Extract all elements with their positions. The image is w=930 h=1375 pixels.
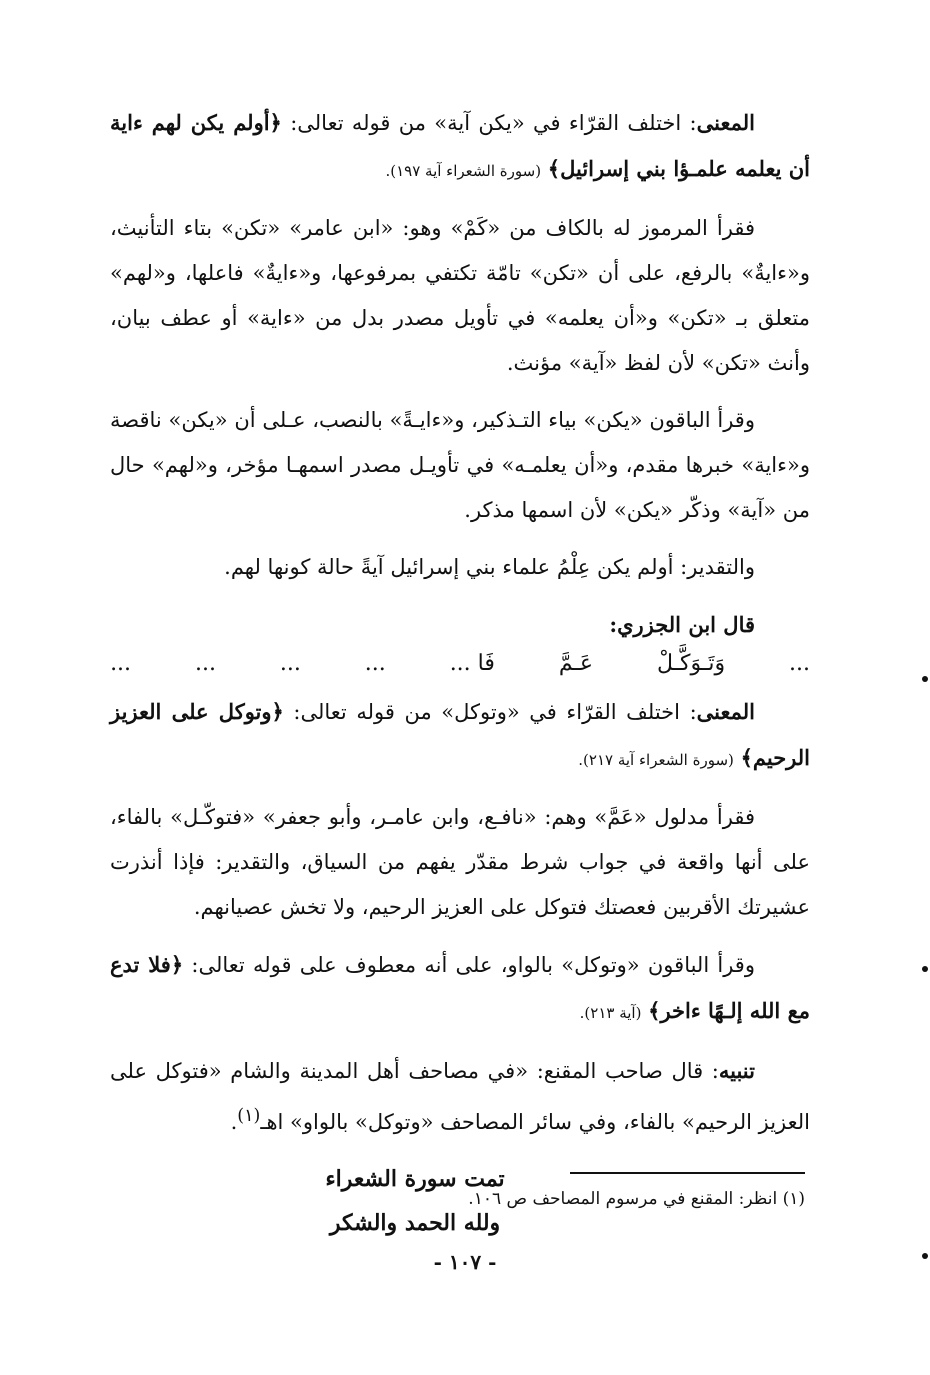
verse-word: ... bbox=[789, 651, 810, 676]
main-text bbox=[110, 100, 810, 1245]
footnote: (١) انظر: المقنع في مرسوم المصاحف ص ١٠٦. bbox=[468, 1189, 805, 1209]
verse-word: ... bbox=[364, 651, 386, 676]
verse-reference: (سورة الشعراء آية ١٩٧). bbox=[385, 162, 542, 180]
footnote-marker: (١) bbox=[237, 1106, 261, 1126]
verse-word: ... bbox=[279, 651, 301, 676]
margin-dot bbox=[922, 1253, 928, 1259]
paragraph-reading-2: وقرأ الباقون «يكن» بياء التـذكير، و«ءايـةً» بالنصب، عـلى أن «يكن» ناقصة و«ءاية» خبرها مقدم، و«أن يعلمـه» في تأويـل مصدر اسمهـا مؤخر، و«لهم» حال من «آية» وذكّر «يكن» لأن اسمها مذكر. bbox=[110, 408, 810, 522]
text: وقرأ الباقون «وتوكل» بالواو، على أنه معطوف على قوله تعالى: bbox=[183, 953, 755, 977]
margin-dot bbox=[922, 676, 928, 682]
text: : اختلف القرّاء في «وتوكل» من قوله تعالى: bbox=[283, 700, 697, 724]
closing-line-2: ولله الحمد والشكر bbox=[329, 1210, 501, 1236]
paragraph-reading-3: فقرأ مدلول «عَمَّ» وهم: «نافـع، وابن عامـر، وأبو جعفر» «فتوكّـل» بالفاء، على أنها واقعة في جواب شرط مقدّر يفهم من السياق، والتقدير: فإذا أنذرت عشيرتك الأقربين فعصتك فتوكل على العزيز الرحيم، ولا تخش عصيانهم. bbox=[110, 805, 810, 919]
poem-verse bbox=[110, 647, 810, 681]
verse-word: وَتَـوَكَّـلْ bbox=[656, 651, 726, 676]
label-meaning: المعنى bbox=[696, 699, 756, 724]
quran-quote: ﴿أولم يكن لهم ءاية أن يعلمه علمـؤا بني إسرائيل﴾ bbox=[110, 110, 810, 181]
paragraph-note bbox=[110, 1048, 810, 1145]
text-end: . bbox=[230, 1110, 238, 1134]
verse-reference: (سورة الشعراء آية ٢١٧). bbox=[578, 751, 734, 769]
paragraph-meaning-2 bbox=[110, 689, 810, 783]
label-meaning: المعنى bbox=[696, 110, 755, 135]
page-number: - ١٠٧ - bbox=[433, 1250, 497, 1274]
paragraph-meaning-1 bbox=[110, 100, 810, 194]
verse-reference: (آية ٢١٣). bbox=[579, 1004, 642, 1022]
verse-word: ... bbox=[194, 651, 216, 676]
quran-quote: ﴿فلا تدع مع الله إلـهًا ءاخر﴾ bbox=[110, 952, 810, 1023]
verse-word: عَـمَّ bbox=[558, 651, 594, 676]
verse-word: ... bbox=[110, 651, 132, 676]
text: : قال صاحب المقنع: «في مصاحف أهل المدينة والشام «فتوكل على العزيز الرحيم» بالفاء، وفي سائر المصاحف «وتوكل» بالواو» اهـ bbox=[110, 1059, 810, 1134]
paragraph-estimation: والتقدير: أولم يكن عِلْمُ علماء بني إسرائيل آيةً حالة كونها لهم. bbox=[224, 555, 755, 579]
verse-word: فَا ... bbox=[449, 651, 495, 676]
closing-line-1: تمت سورة الشعراء bbox=[325, 1166, 505, 1192]
text: : اختلف القرّاء في «يكن آية» من قوله تعالى: bbox=[281, 111, 697, 135]
paragraph-reading-4 bbox=[110, 942, 810, 1036]
poem-heading: قال ابن الجزري: bbox=[609, 612, 755, 637]
label-note: تنبيه bbox=[718, 1058, 755, 1083]
paragraph-reading-1: فقرأ المرموز له بالكاف من «كَمْ» وهو: «ابن عامر» «تكن» بتاء التأنيث، و«ءايةٌ» بالرفع، على أن «تكن» تامّة تكتفي بمرفوعها، و«ءايةٌ» فاعلها، و«لهم» متعلق بـ «تكن» و«أن يعلمه» في تأويل مصدر بدل من «ءاية» أو عطف بيان، وأنث «تكن» لأن لفظ «آية» مؤنث. bbox=[110, 216, 810, 375]
quran-quote: ﴿وتوكل على العزيز الرحيم﴾ bbox=[110, 699, 810, 770]
margin-dot bbox=[922, 966, 928, 972]
footnote-separator bbox=[570, 1172, 805, 1174]
